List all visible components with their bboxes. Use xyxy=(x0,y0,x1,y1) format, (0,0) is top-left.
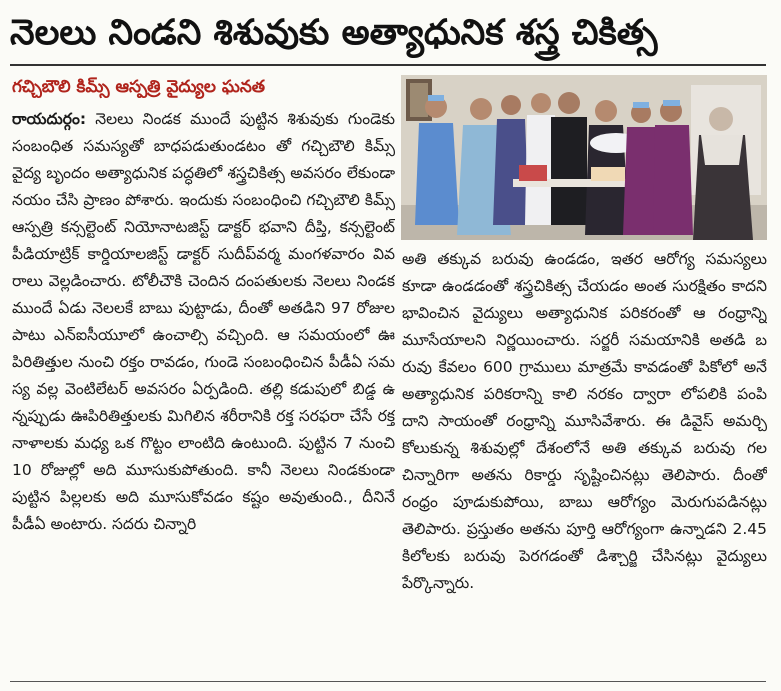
person-9-head xyxy=(709,107,733,131)
person-2-head xyxy=(470,98,492,120)
wall-frame-inner xyxy=(410,83,428,117)
left-column-text: నెలలు నిండక ముందే పుట్టిన శిశువుకు గుండెకు సంబంధిత సమస్యతో బాధపడుతుండటం తో గచ్చిబౌలి కిమ్స్ వైద్య బృందం అత్యాధునిక పద్ధతిలో శస్త్రచికిత్స అవసరం లేకుండా నయం చేసి ప్రాణం పోశారు. ఇందుకు సంబంధించి గచ్చిబౌలి కిమ్స్ ఆస్పత్రి కన్సల్టెంట్ నియోనాటజిస్ట్ డాక్టర్ భవాని దీప్తి, కన్సల్టెంట్ పీడియాట్రిక్ కార్డియాలజిస్ట్ డాక్టర్ సుదీప్‌వర్మ మంగళవారం వివరాలు వెల్లడించారు. టోలీచౌకి చెందిన దంపతులకు నెలలు నిండకముందే ఏడు నెలలకే బాబు పుట్టాడు, దీంతో అతడిని 97 రోజుల పాటు ఎన్ఐసీయూలో ఉంచాల్సి వచ్చింది. ఆ సమయంలో ఊపిరితిత్తుల నుంచి రక్తం రావడం, గుండె సంబంధించిన పీడీఏ సమస్య వల్ల వెంటిలేటర్ అవసరం ఏర్పడింది. తల్లి కడుపులో బిడ్డ ఉన్నప్పుడు ఊపిరితిత్తులకు మిగిలిన శరీరానికి రక్త సరఫరా చేసే రక్తనాళాలకు మధ్య ఒక గొట్టం లాంటిది ఉంటుంది. పుట్టిన 7 నుంచి 10 రోజుల్లో అది మూసుకుపోతుంది. కానీ నెలలు నిండకుండా పుట్టిన పిల్లలకు అది మూసుకోవడం కష్టం అవుతుంది., దీనినే పీడీఏ అంటారు. సదరు చిన్నారి xyxy=(12,110,395,533)
article-body-right: అతి తక్కువ బరువు ఉండడం, ఇతర ఆరోగ్య సమస్యలు కూడా ఉండడంతో శస్త్రచికిత్స చేయడం అంత సురక్షితం కాదని భావించిన వైద్యులు అత్యాధునిక పరికరంతో ఆ రంధ్రాన్ని మూసేయాలని నిర్ణయించారు. సర్జరీ సమయానికి అతడి బరువు కేవలం 600 గ్రాములు మాత్రమే కావడంతో పికోలో అనే అత్యాధునిక పరికరాన్ని కాలి నరకం ద్వారా లోపలికి పంపి దాని సాయంతో రంధ్రాన్ని మూసివేశారు. ఈ డివైస్ అమర్చి కోలుకున్న శిశువుల్లో దేశంలోనే అతి తక్కువ బరువు గల చిన్నారిగా అతను రికార్డు సృష్టించినట్లు తెలిపారు. దీంతో రంధ్రం పూడుకుపోయి, బాబు ఆరోగ్యం మెరుగుపడినట్లు తెలిపారు. ప్రస్తుతం అతను పూర్తి ఆరోగ్యంగా ఉన్నాడని 2.45 కిలోలకు బరువు పెరగడంతో డిశ్చార్జి చేసినట్లు వైద్యులు పేర్కొన్నారు. xyxy=(402,250,767,592)
article-body-left xyxy=(12,106,395,676)
person-3-head xyxy=(501,95,521,115)
person-1-cap xyxy=(428,95,444,101)
headline-rule xyxy=(10,64,766,66)
person-7-cap xyxy=(633,102,649,108)
bottom-rule xyxy=(10,681,766,682)
person-8-cap xyxy=(663,100,680,106)
cake-1 xyxy=(519,165,547,181)
person-4-head xyxy=(531,93,551,113)
person-1-scrubs xyxy=(415,123,459,225)
headline: నెలలు నిండని శిశువుకు అత్యాధునిక శస్త్ర చికిత్స xyxy=(10,13,658,53)
person-9-scarf xyxy=(701,135,743,165)
subheadline: గచ్చిబౌలి కిమ్స్ ఆస్పత్రి వైద్యుల ఘనత xyxy=(12,77,266,97)
person-8-scrubs xyxy=(653,125,693,235)
person-5-head xyxy=(558,92,580,114)
group-photo-illustration xyxy=(401,75,767,240)
cake-2 xyxy=(591,167,625,181)
news-photo xyxy=(401,75,767,240)
dateline: రాయదుర్గం: xyxy=(12,110,87,128)
person-6-head xyxy=(595,100,617,122)
person-5-shirt xyxy=(551,117,587,225)
